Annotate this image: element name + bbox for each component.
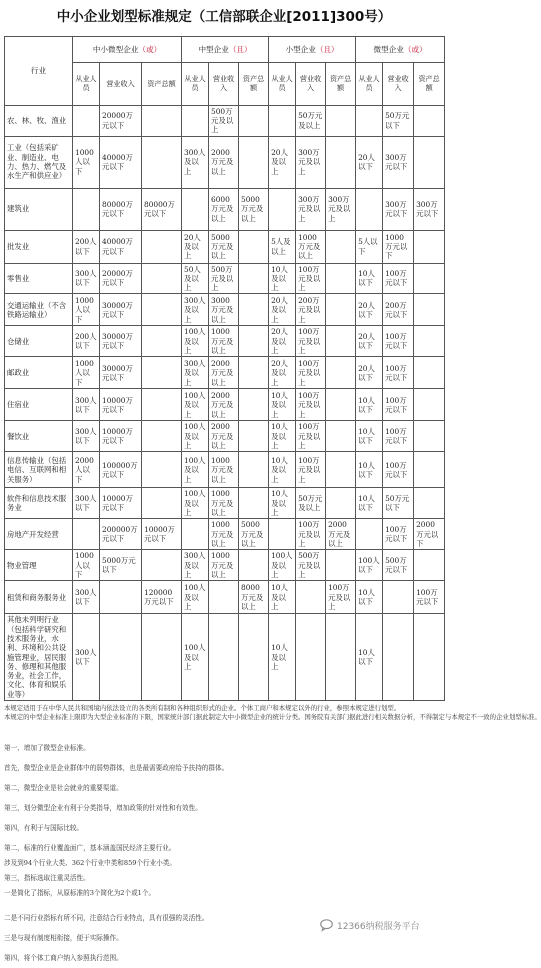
table-cell: 40000万元以下	[100, 230, 142, 263]
table-cell	[414, 326, 445, 357]
table-row	[5, 294, 445, 326]
table-cell: 300人以下	[73, 581, 100, 614]
table-cell	[209, 581, 239, 614]
table-cell: 20000万元以下	[100, 105, 142, 136]
table-cell	[269, 188, 296, 230]
table-cell: 20人以下	[356, 294, 383, 326]
sub-header-cell: 资产总额	[239, 62, 269, 105]
industry-cell: 餐饮业	[5, 421, 73, 452]
point-line: 第三，划分微型企业有利于分类指导，增加政策的针对性和有效性。	[4, 804, 202, 812]
table-cell	[414, 452, 445, 488]
industry-cell: 仓储业	[5, 326, 73, 357]
table-cell	[326, 294, 356, 326]
table-cell: 10000万元以下	[100, 488, 142, 519]
table-cell	[142, 421, 182, 452]
table-cell: 200000万元以下	[100, 519, 142, 550]
table-cell	[182, 105, 209, 136]
table-cell	[414, 614, 445, 701]
table-cell: 30000万元以下	[100, 326, 142, 357]
industry-cell: 住宿业	[5, 389, 73, 421]
table-cell	[239, 488, 269, 519]
table-cell: 1000万元及以上	[209, 550, 239, 581]
table-cell	[239, 421, 269, 452]
table-cell	[414, 389, 445, 421]
table-cell: 100万元及以上	[296, 389, 326, 421]
table-cell: 300万元以下	[383, 136, 414, 188]
table-cell	[326, 105, 356, 136]
table-cell	[142, 488, 182, 519]
table-cell: 300人及以上	[182, 550, 209, 581]
sub-header-cell: 资产总额	[326, 62, 356, 105]
sub-header-cell: 从业人员	[73, 62, 100, 105]
industry-cell: 邮政业	[5, 357, 73, 389]
table-cell	[182, 188, 209, 230]
group-header-medium: 中型企业（且）	[182, 37, 269, 63]
point-line: 第四，将个体工商户纳入参照执行范围。	[4, 954, 123, 962]
table-cell	[142, 294, 182, 326]
table-cell	[239, 452, 269, 488]
table-cell	[239, 614, 269, 701]
table-row	[5, 230, 445, 263]
table-row	[5, 105, 445, 136]
table-cell: 100万元及以上	[296, 421, 326, 452]
table-cell: 10人以下	[356, 614, 383, 701]
table-cell: 50万元以下	[383, 488, 414, 519]
table-cell	[239, 263, 269, 294]
table-row	[5, 326, 445, 357]
table-cell: 300人以下	[73, 614, 100, 701]
table-row	[5, 488, 445, 519]
table-cell: 2000万元及以上	[209, 389, 239, 421]
sub-header-cell: 营业收入	[383, 62, 414, 105]
table-cell	[239, 389, 269, 421]
sub-header-cell: 从业人员	[269, 62, 296, 105]
point-line: 第一、增加了微型企业标准。	[4, 744, 90, 752]
table-cell: 100人及以上	[182, 326, 209, 357]
industry-cell: 信息传输业（包括电信、互联网和相关服务）	[5, 452, 73, 488]
industry-cell: 软件和信息技术服务业	[5, 488, 73, 519]
table-cell: 2000万元及以上	[209, 421, 239, 452]
table-cell: 100万元及以上	[326, 581, 356, 614]
table-cell	[142, 230, 182, 263]
table-cell	[142, 614, 182, 701]
table-cell: 10人及以上	[269, 488, 296, 519]
table-cell: 5000万元及以上	[239, 519, 269, 550]
table-cell	[239, 326, 269, 357]
table-cell	[326, 550, 356, 581]
table-cell: 20人以下	[356, 326, 383, 357]
table-cell: 120000万元以下	[142, 581, 182, 614]
table-cell: 300人以下	[73, 421, 100, 452]
table-cell: 300万元及以上	[296, 136, 326, 188]
table-cell	[142, 136, 182, 188]
table-cell: 10人以下	[356, 421, 383, 452]
table-row	[5, 357, 445, 389]
table-cell: 20人以下	[356, 357, 383, 389]
group-header-row	[5, 37, 445, 63]
table-cell	[142, 389, 182, 421]
table-cell: 10000万元以下	[100, 389, 142, 421]
table-cell	[356, 105, 383, 136]
table-cell: 300人及以上	[182, 136, 209, 188]
point-line: 三是与现有制度相衔接，便于实际操作。	[4, 934, 123, 942]
industry-cell: 租赁和商务服务业	[5, 581, 73, 614]
table-cell: 20人以下	[356, 136, 383, 188]
table-cell: 100万元及以上	[296, 357, 326, 389]
table-row	[5, 136, 445, 188]
table-cell	[100, 581, 142, 614]
table-cell: 100人以下	[356, 550, 383, 581]
table-cell: 100万元及以上	[296, 326, 326, 357]
group-header-micro: 微型企业（或）	[356, 37, 445, 63]
industry-cell: 批发业	[5, 230, 73, 263]
industry-cell: 交通运输业（不含铁路运输业）	[5, 294, 73, 326]
table-cell	[414, 421, 445, 452]
table-cell: 100人及以上	[269, 550, 296, 581]
table-cell	[209, 614, 239, 701]
table-cell	[239, 357, 269, 389]
table-cell: 500万元及以上	[209, 263, 239, 294]
table-cell: 10人及以上	[269, 263, 296, 294]
table-cell	[326, 614, 356, 701]
table-cell	[326, 136, 356, 188]
table-cell: 100万元以下	[383, 357, 414, 389]
industry-header: 行业	[5, 37, 73, 106]
sub-header-cell: 营业收入	[296, 62, 326, 105]
table-cell: 2000万元以下	[414, 519, 445, 550]
table-cell: 100万元及以上	[296, 519, 326, 550]
table-cell: 6000万元及以上	[209, 188, 239, 230]
table-cell	[326, 326, 356, 357]
industry-cell: 房地产开发经营	[5, 519, 73, 550]
table-cell: 40000万元以下	[100, 136, 142, 188]
table-cell: 200万元以下	[383, 294, 414, 326]
table-cell	[326, 357, 356, 389]
notes	[4, 704, 541, 723]
page-title: 中小企业划型标准规定（工信部联企业[2011]300号）	[56, 9, 392, 25]
watermark-text: 12366纳税服务平台	[337, 921, 420, 932]
key-points	[4, 738, 444, 968]
industry-cell: 零售业	[5, 263, 73, 294]
table-cell	[356, 188, 383, 230]
table-cell: 2000万元及以上	[209, 136, 239, 188]
table-cell	[414, 488, 445, 519]
table-cell	[73, 519, 100, 550]
group-header-all: 中小微型企业（或）	[73, 37, 182, 63]
table-cell	[239, 230, 269, 263]
table-cell: 50万元以下	[383, 105, 414, 136]
table-cell	[383, 581, 414, 614]
table-cell: 200人以下	[73, 326, 100, 357]
table-cell	[73, 188, 100, 230]
table-cell: 5000万元及以上	[209, 230, 239, 263]
table-cell: 100万元及以上	[296, 263, 326, 294]
table-cell: 1000万元及以上	[209, 326, 239, 357]
table-cell: 500万元及以上	[296, 550, 326, 581]
group-header-small: 小型企业（且）	[269, 37, 356, 63]
industry-cell: 物业管理	[5, 550, 73, 581]
industry-cell: 其他未列明行业（包括科学研究和技术服务业，水利、环境和公共设施管理业，居民服务、修理和其他服务业，社会工作，文化、体育和娱乐业等）	[5, 614, 73, 701]
table-cell	[296, 614, 326, 701]
table-cell: 80000万元以下	[100, 188, 142, 230]
table-cell: 1000万元及以上	[209, 488, 239, 519]
table-cell	[239, 136, 269, 188]
table-cell: 1000人以下	[73, 136, 100, 188]
table-cell: 5000万元以下	[100, 550, 142, 581]
sub-header-cell: 资产总额	[142, 62, 182, 105]
table-cell: 10人及以上	[269, 614, 296, 701]
table-cell	[356, 519, 383, 550]
table-cell: 50万元及以上	[296, 105, 326, 136]
point-line: 二是不同行业指标有所不同，注意结合行业特点，具有很强的灵活性。	[4, 914, 209, 922]
table-cell	[142, 550, 182, 581]
point-line: 首先，微型企业是企业群体中的弱势群体，也是最需要政府给予扶持的群体。	[4, 764, 229, 772]
table-cell	[296, 581, 326, 614]
table-cell	[269, 519, 296, 550]
table-row	[5, 389, 445, 421]
table-cell	[326, 421, 356, 452]
point-line: 第三，指标选取注重灵活性。	[4, 874, 90, 882]
table-cell: 5人及以上	[269, 230, 296, 263]
table-cell: 1000人以下	[73, 294, 100, 326]
table-cell: 100万元以下	[383, 519, 414, 550]
chat-bubble-icon	[320, 919, 333, 931]
table-cell: 2000人以下	[73, 452, 100, 488]
table-cell: 2000万元及以上	[326, 519, 356, 550]
table-row	[5, 581, 445, 614]
point-line: 第二，标准的行业覆盖面广，基本涵盖国民经济主要行业。	[4, 844, 176, 852]
table-cell: 5000万元及以上	[239, 188, 269, 230]
table-cell	[239, 105, 269, 136]
table-row	[5, 421, 445, 452]
table-cell: 100万元以下	[383, 389, 414, 421]
industry-cell: 建筑业	[5, 188, 73, 230]
table-cell	[414, 550, 445, 581]
table-row	[5, 263, 445, 294]
table-cell	[414, 357, 445, 389]
table-cell: 1000万元及以上	[296, 230, 326, 263]
table-cell	[326, 389, 356, 421]
table-cell: 20人及以上	[269, 294, 296, 326]
note-line: 本规定的中型企业标准上限即为大型企业标准的下限，国家统计部门据此制定大中小微型企业的统计分类。国务院有关部门据此进行相关数据分析，不得制定与本规定不一致的企业划型标准。	[4, 713, 541, 722]
table-cell: 10人及以上	[269, 389, 296, 421]
table-cell: 2000万元及以上	[209, 357, 239, 389]
sub-header-cell: 从业人员	[356, 62, 383, 105]
table-cell	[142, 357, 182, 389]
table-row	[5, 452, 445, 488]
table-cell: 10人以下	[356, 263, 383, 294]
table-cell: 100人及以上	[182, 488, 209, 519]
table-cell: 20人及以上	[269, 326, 296, 357]
table-cell: 300人及以上	[182, 294, 209, 326]
table-cell	[182, 519, 209, 550]
table-cell	[73, 105, 100, 136]
table-cell: 50人及以上	[182, 263, 209, 294]
table-cell: 200万元及以上	[296, 294, 326, 326]
table-cell: 200人以下	[73, 230, 100, 263]
table-cell: 20000万元以下	[100, 263, 142, 294]
table-cell	[414, 136, 445, 188]
table-cell: 1000万元及以上	[209, 519, 239, 550]
table-cell: 100万元以下	[414, 581, 445, 614]
table-cell: 10人以下	[356, 452, 383, 488]
table-cell: 100人及以上	[182, 581, 209, 614]
table-cell	[142, 263, 182, 294]
table-cell: 10人以下	[356, 488, 383, 519]
table-cell: 5人以下	[356, 230, 383, 263]
table-cell: 1000万元以下	[383, 230, 414, 263]
table-cell: 500万元以下	[383, 550, 414, 581]
sub-header-cell: 营业收入	[209, 62, 239, 105]
table-cell: 8000万元及以上	[239, 581, 269, 614]
table-cell	[383, 614, 414, 701]
table-cell	[414, 263, 445, 294]
table-cell: 100人及以上	[182, 452, 209, 488]
table-cell: 100人及以上	[182, 389, 209, 421]
table-cell	[326, 488, 356, 519]
table-cell: 10人及以上	[269, 421, 296, 452]
table-cell	[414, 294, 445, 326]
table-cell	[269, 105, 296, 136]
table-cell: 10000万元以下	[142, 519, 182, 550]
point-line: 涉及到94个行业大类、362个行业中类和859个行业小类。	[4, 859, 177, 867]
table-cell: 30000万元以下	[100, 294, 142, 326]
table-cell	[326, 452, 356, 488]
table-cell	[326, 263, 356, 294]
table-cell: 100人及以上	[182, 614, 209, 701]
industry-cell: 工业（包括采矿业、制造业、电力、热力、燃气及水生产和供应业）	[5, 136, 73, 188]
table-row	[5, 550, 445, 581]
point-line: 一是简化了指标，从原标准的3个简化为2个或1个。	[4, 889, 156, 897]
table-cell: 20人及以上	[269, 357, 296, 389]
table-cell	[142, 105, 182, 136]
industry-cell: 农、林、牧、渔业	[5, 105, 73, 136]
table-cell: 300万元及以上	[326, 188, 356, 230]
table-cell: 50万元及以上	[296, 488, 326, 519]
table-cell: 10人及以上	[269, 581, 296, 614]
table-cell: 300万元以下	[414, 188, 445, 230]
table-cell: 300万元及以上	[296, 188, 326, 230]
table-cell: 10人以下	[356, 389, 383, 421]
table-row	[5, 188, 445, 230]
sub-header-cell: 资产总额	[414, 62, 445, 105]
note-line: 本规定适用于在中华人民共和国境内依法设立的各类所有制和各种组织形式的企业。个体工商户和本规定以外的行业，参照本规定进行划型。	[4, 704, 401, 712]
table-cell: 300万元以下	[383, 188, 414, 230]
table-cell: 10人以下	[356, 581, 383, 614]
table-cell: 20人及以上	[182, 230, 209, 263]
table-cell: 100人及以上	[182, 421, 209, 452]
table-cell: 300人以下	[73, 488, 100, 519]
table-cell: 20人及以上	[269, 136, 296, 188]
table-cell: 1000人以下	[73, 357, 100, 389]
table-cell: 300人及以上	[182, 357, 209, 389]
table-cell	[239, 550, 269, 581]
point-line: 第二，微型企业是社会就业的重要渠道。	[4, 784, 123, 792]
table-cell	[414, 230, 445, 263]
table-cell: 300人以下	[73, 389, 100, 421]
table-cell: 100万元以下	[383, 452, 414, 488]
table-cell: 300人以下	[73, 263, 100, 294]
sub-header-cell: 营业收入	[100, 62, 142, 105]
table-cell	[142, 452, 182, 488]
table-cell: 1000万元及以上	[209, 452, 239, 488]
table-cell: 10人及以上	[269, 452, 296, 488]
table-cell: 100万元以下	[383, 421, 414, 452]
table-cell: 3000万元及以上	[209, 294, 239, 326]
table-cell: 100万元以下	[383, 263, 414, 294]
enterprise-size-standard-table	[4, 36, 445, 701]
table-cell: 100万元及以上	[296, 452, 326, 488]
table-cell: 500万元及以上	[209, 105, 239, 136]
table-row	[5, 614, 445, 701]
table-cell: 100万元以下	[383, 326, 414, 357]
table-cell: 100000万元以下	[100, 452, 142, 488]
table-cell: 1000人以下	[73, 550, 100, 581]
table-cell	[326, 230, 356, 263]
watermark	[320, 918, 420, 932]
table-cell: 30000万元以下	[100, 357, 142, 389]
table-cell	[239, 294, 269, 326]
table-cell: 10000万元以下	[100, 421, 142, 452]
sub-header-cell: 从业人员	[182, 62, 209, 105]
table-row	[5, 519, 445, 550]
table-cell	[142, 326, 182, 357]
table-cell	[100, 614, 142, 701]
point-line: 第四，有利于与国际比较。	[4, 824, 84, 832]
table-cell: 80000万元以下	[142, 188, 182, 230]
table-cell	[414, 105, 445, 136]
